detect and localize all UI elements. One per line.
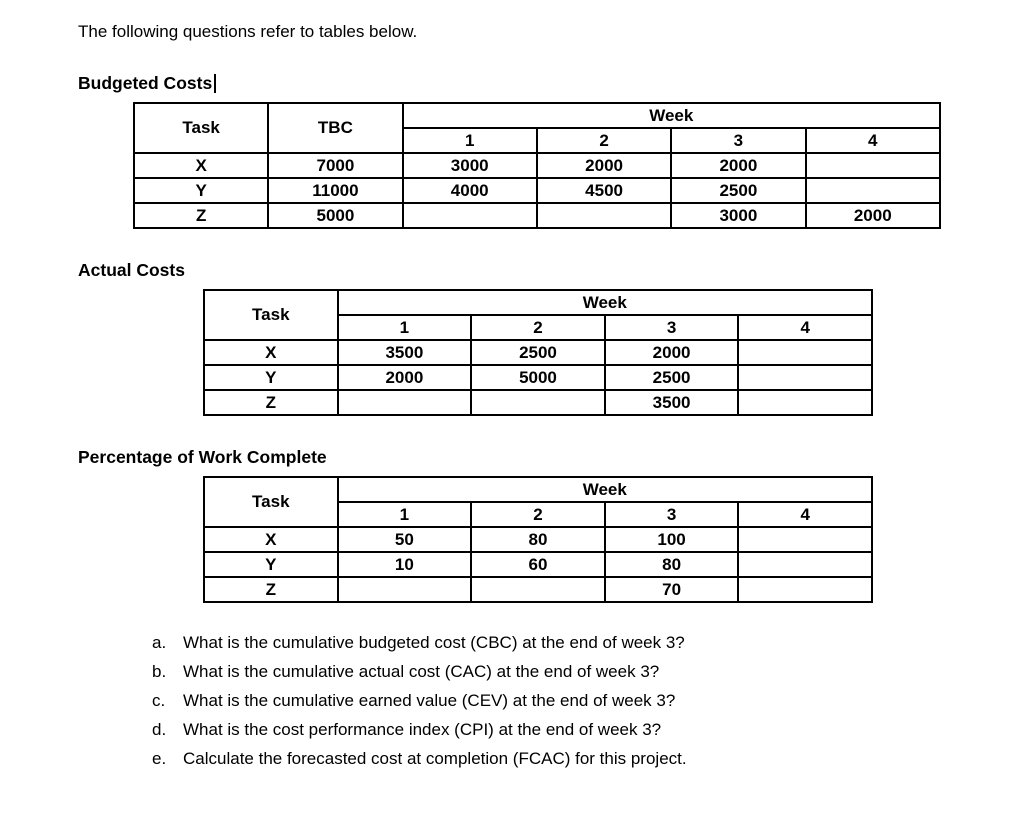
cell [738,577,872,602]
actual-costs-table [203,289,873,416]
table-row [134,153,940,178]
cell [738,340,872,365]
text-caret [214,74,216,93]
week-2-header: 2 [537,128,671,153]
week-1-header: 1 [338,315,472,340]
table-row [134,178,940,203]
week-3-header: 3 [605,502,739,527]
week-3-header: 3 [605,315,739,340]
questions-list [152,633,1028,768]
question-letter: a. [152,633,167,652]
week-2-header: 2 [471,502,605,527]
table-row [204,577,872,602]
cell [738,390,872,415]
row-label: X [204,340,338,365]
cell [471,390,605,415]
question-text: What is the cost performance index (CPI) at the end of week 3? [183,720,662,739]
table-row [204,552,872,577]
question-item-c [152,691,1028,710]
table-row [204,365,872,390]
question-text: What is the cumulative actual cost (CAC) at the end of week 3? [183,662,660,681]
row-label: Y [134,178,268,203]
week-4-header: 4 [738,315,872,340]
cell [738,365,872,390]
question-text: Calculate the forecasted cost at completion (FCAC) for this project. [183,749,687,768]
cell: 4500 [537,178,671,203]
row-label: Z [204,577,338,602]
cell: 3500 [338,340,472,365]
percentage-complete-heading: Percentage of Work Complete [78,447,327,467]
week-3-header: 3 [671,128,805,153]
question-text: What is the cumulative earned value (CEV) at the end of week 3? [183,691,676,710]
question-text: What is the cumulative budgeted cost (CBC) at the end of week 3? [183,633,685,652]
task-column-header: Task [134,103,268,153]
cell [403,203,537,228]
cell [806,178,940,203]
cell [537,203,671,228]
cell: 50 [338,527,472,552]
table-header-row [134,103,940,128]
table-row [204,340,872,365]
row-label: Z [134,203,268,228]
cell [338,390,472,415]
week-group-header: Week [338,477,872,502]
row-label: Y [204,552,338,577]
question-item-b [152,662,1028,681]
tbc-cell: 7000 [268,153,402,178]
table-header-row [204,477,872,502]
week-1-header: 1 [338,502,472,527]
intro-text: The following questions refer to tables below. [78,22,418,41]
cell: 3000 [403,153,537,178]
cell: 2000 [605,340,739,365]
question-item-e [152,749,1028,768]
cell: 100 [605,527,739,552]
question-item-a [152,633,1028,652]
cell: 2500 [471,340,605,365]
task-column-header: Task [204,290,338,340]
cell: 2000 [806,203,940,228]
cell [471,577,605,602]
cell: 10 [338,552,472,577]
week-1-header: 1 [403,128,537,153]
budgeted-costs-heading-text: Budgeted Costs [78,73,213,93]
question-letter: b. [152,662,167,681]
table-row [204,390,872,415]
cell: 2000 [537,153,671,178]
cell: 2000 [671,153,805,178]
cell: 80 [471,527,605,552]
cell: 3500 [605,390,739,415]
cell: 2000 [338,365,472,390]
budgeted-costs-heading [78,73,1028,94]
row-label: X [204,527,338,552]
percentage-complete-table [203,476,873,603]
cell: 5000 [471,365,605,390]
cell: 60 [471,552,605,577]
week-4-header: 4 [806,128,940,153]
question-letter: d. [152,720,167,739]
cell [738,552,872,577]
tbc-cell: 11000 [268,178,402,203]
task-column-header: Task [204,477,338,527]
budgeted-costs-table [133,102,941,229]
table-row [204,527,872,552]
cell [806,153,940,178]
cell: 2500 [671,178,805,203]
week-group-header: Week [338,290,872,315]
cell [738,527,872,552]
actual-costs-heading: Actual Costs [78,260,185,280]
week-4-header: 4 [738,502,872,527]
row-label: Z [204,390,338,415]
table-header-row [204,290,872,315]
question-item-d [152,720,1028,739]
week-2-header: 2 [471,315,605,340]
cell: 4000 [403,178,537,203]
tbc-cell: 5000 [268,203,402,228]
question-letter: c. [152,691,166,710]
cell [338,577,472,602]
cell: 80 [605,552,739,577]
question-letter: e. [152,749,167,768]
tbc-column-header: TBC [268,103,402,153]
row-label: X [134,153,268,178]
cell: 70 [605,577,739,602]
table-row [134,203,940,228]
cell: 3000 [671,203,805,228]
row-label: Y [204,365,338,390]
cell: 2500 [605,365,739,390]
week-group-header: Week [403,103,940,128]
